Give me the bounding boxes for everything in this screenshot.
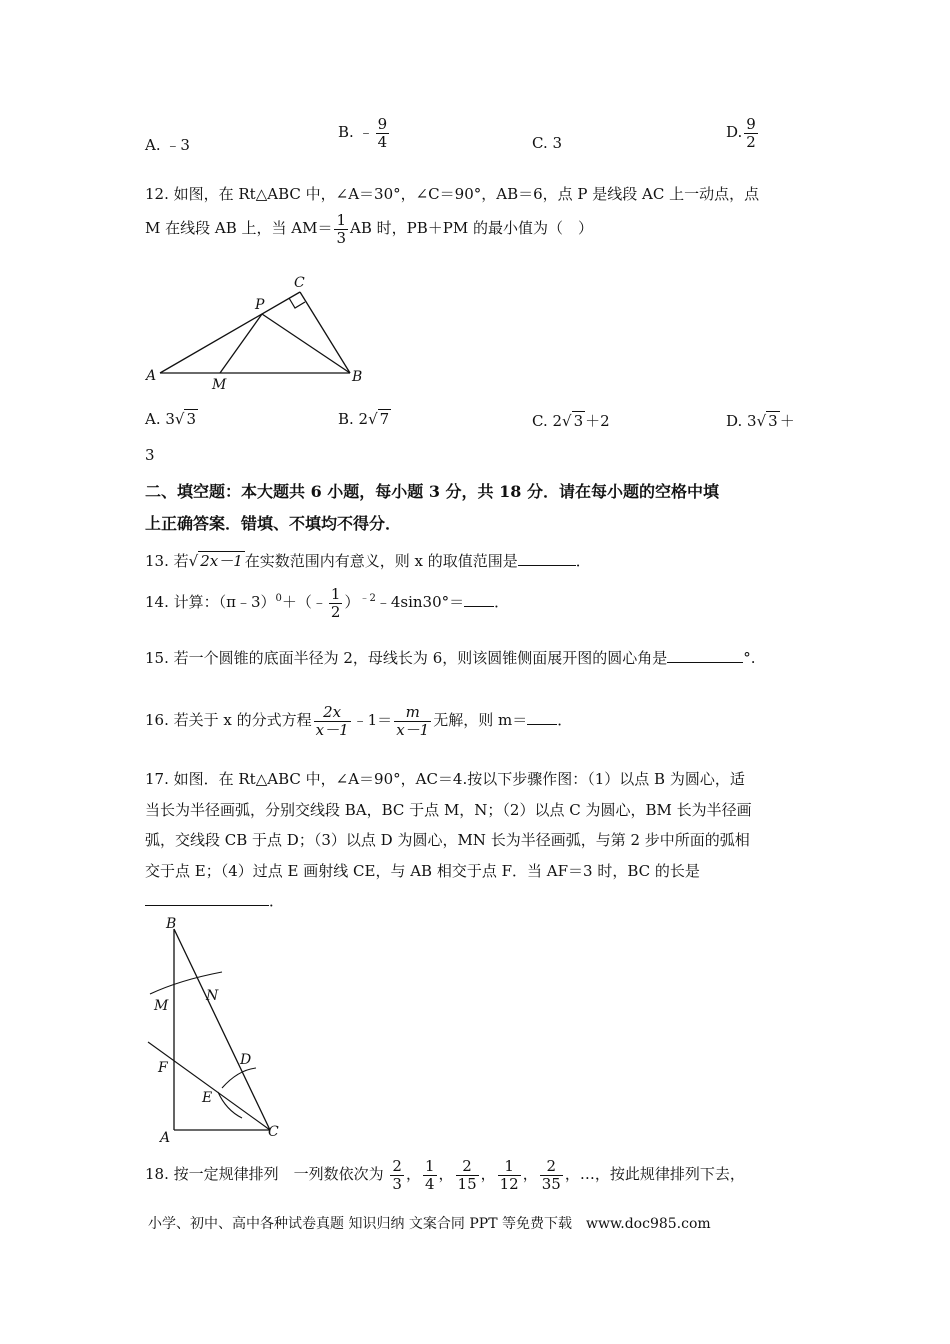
- q11-option-d-prefix: D.: [726, 123, 743, 141]
- section-heading-line2: 上正确答案．错填、不填均不得分．: [145, 514, 402, 533]
- answer-blank[interactable]: [518, 551, 576, 566]
- q11-option-d: [726, 116, 760, 150]
- q16: 16. 若关于 x 的分式方程 $\frac{2x}{x-1}$ ﹣1＝ $\frac{m}{x-1}$ 无解，则 m＝ ．: [145, 703, 573, 739]
- q17-construction-figure: [140, 912, 300, 1147]
- sqrt-icon: √ 3: [174, 410, 197, 428]
- sqrt-icon: √ 3: [756, 412, 778, 430]
- q16-fraction-2: $\frac{m}{x-1}$: [396, 703, 430, 739]
- q14: 14. 计算：（π﹣3）$^0$＋（﹣ $\frac{1}{2}$ ）$^{﹣2}$﹣4sin30°＝ ．: [145, 585, 510, 621]
- label-f: F: [158, 1060, 168, 1076]
- q12-option-b: B. 2√ 7: [338, 410, 390, 428]
- label-m: M: [212, 377, 227, 393]
- q18-fraction: $\frac{2}{35}$: [541, 1157, 561, 1193]
- label-n: N: [206, 988, 219, 1004]
- q12-triangle-figure: [140, 270, 380, 395]
- q12-option-a: A. 3√ 3: [145, 410, 197, 428]
- q13: 13. 若√ 2x－1 在实数范围内有意义，则 x 的取值范围是 ．: [145, 552, 591, 570]
- q18-fraction: $\frac{2}{15}$: [457, 1157, 477, 1193]
- label-a: A: [146, 368, 157, 384]
- answer-blank[interactable]: [667, 648, 743, 663]
- q12-option-d: D. 3√ 3 ＋: [726, 412, 795, 430]
- label-d: D: [240, 1052, 252, 1068]
- q12-fraction: $\frac{1}{3}$: [336, 211, 347, 247]
- q12-line2: M 在线段 AB 上，当 AM＝ $\frac{1}{3}$ AB 时，PB＋PM 的最小值为（ ）: [145, 211, 593, 247]
- sqrt-icon: √ 2x－1: [188, 552, 243, 570]
- q14-fraction: $\frac{1}{2}$: [330, 585, 341, 621]
- label-a: A: [160, 1130, 171, 1146]
- q17-line2: 当长为半径画弧，分别交线段 BA，BC 于点 M，N；（2）以点 C 为圆心，BM 长为半径画: [145, 801, 752, 819]
- label-b: B: [352, 369, 363, 385]
- q11-option-b: [338, 116, 391, 150]
- label-c: C: [268, 1124, 279, 1140]
- q18-fraction: $\frac{1}{4}$: [424, 1157, 435, 1193]
- q12-line1: 12. 如图，在 Rt△ABC 中，∠A＝30°，∠C＝90°，AB＝6，点 P 是线段 AC 上一动点，点: [145, 185, 760, 203]
- answer-blank[interactable]: [527, 710, 557, 725]
- q17-answer-line: ．: [145, 890, 284, 911]
- q11-option-c: C. 3: [532, 134, 563, 152]
- q12-option-d-wrap: 3: [145, 446, 155, 464]
- page-footer: 小学、初中、高中各种试卷真题 知识归纳 文案合同 PPT 等免费下载 www.doc985.com: [148, 1216, 711, 1232]
- q11-option-b-prefix: B. ﹣: [338, 123, 374, 141]
- section-heading-line1: 二、填空题：本大题共 6 小题，每小题 3 分，共 18 分．请在每小题的空格中填: [145, 482, 719, 501]
- label-b: B: [166, 916, 177, 932]
- q12-option-c: C. 2√ 3 ＋2: [532, 412, 610, 430]
- label-e: E: [202, 1090, 213, 1106]
- q18: 18. 按一定规律排列 一列数依次为 $\frac{2}{3}$ ， $\frac{1}{4}$ ， $\frac{2}{15}$ ， $\frac{1}{12}$ ， $\frac{2}{35}$ ，…，按此规律排列下去，: [145, 1157, 745, 1193]
- q17-line3: 弧，交线段 CB 于点 D；（3）以点 D 为圆心，MN 长为半径画弧，与第 2 步中所面的弧相: [145, 831, 750, 849]
- q11-option-d-fraction: $\frac{9}{2}$: [746, 115, 756, 151]
- q17-line4: 交于点 E；（4）过点 E 画射线 CE，与 AB 相交于点 F．当 AF＝3 时，BC 的长是: [145, 862, 700, 880]
- answer-blank[interactable]: [464, 592, 494, 607]
- q17-line1: 17. 如图．在 Rt△ABC 中，∠A＝90°，AC＝4.按以下步骤作图：（1）以点 B 为圆心，适: [145, 770, 745, 788]
- q11-option-a: A. ﹣3: [145, 136, 190, 154]
- q15: 15. 若一个圆锥的底面半径为 2，母线长为 6，则该圆锥侧面展开图的圆心角是 °.: [145, 649, 756, 667]
- label-c: C: [294, 275, 305, 291]
- sqrt-icon: √ 3: [562, 412, 584, 430]
- q11-option-b-fraction: $\frac{9}{4}$: [377, 115, 388, 151]
- q18-fraction: $\frac{2}{3}$: [392, 1157, 402, 1193]
- label-m: M: [154, 998, 169, 1014]
- q18-fraction: $\frac{1}{12}$: [499, 1157, 519, 1193]
- answer-blank[interactable]: [145, 891, 269, 906]
- sqrt-icon: √ 7: [368, 410, 390, 428]
- q16-fraction-1: $\frac{2x}{x-1}$: [315, 703, 349, 739]
- label-p: P: [255, 297, 265, 313]
